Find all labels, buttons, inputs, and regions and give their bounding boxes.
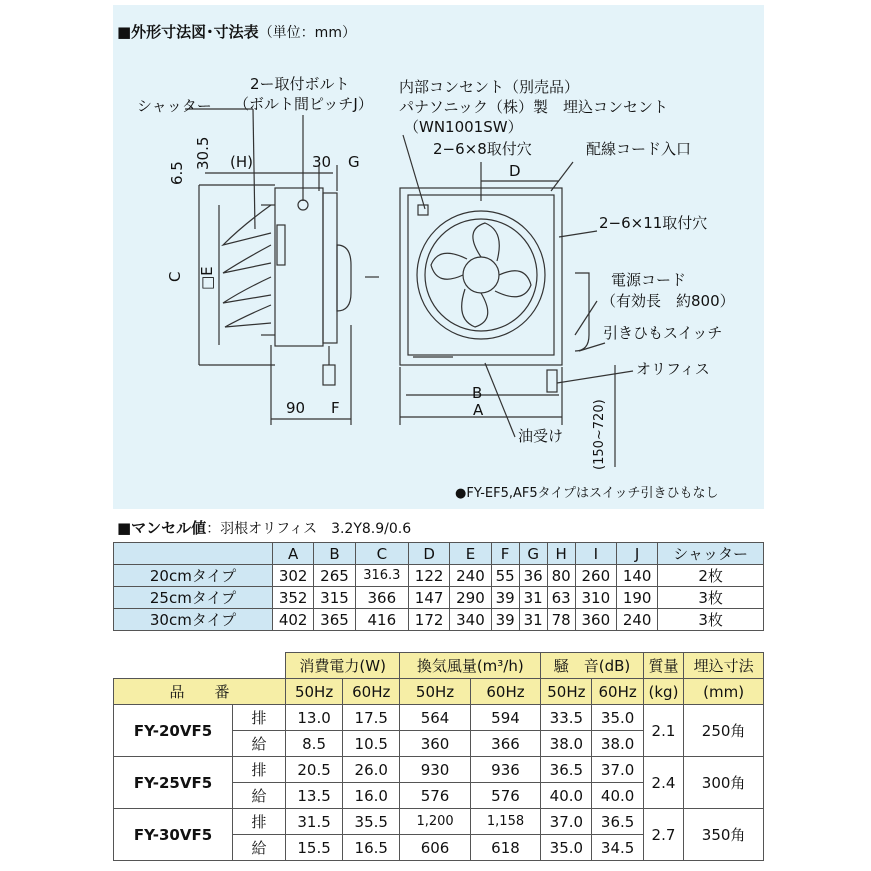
mode-supply: 給	[233, 835, 286, 861]
label-outlet-2: パナソニック（株）製 埋込コンセント	[399, 98, 668, 116]
dim-range: (150~720)	[592, 399, 607, 470]
cell: 360	[575, 609, 616, 631]
cell: 260	[575, 565, 616, 587]
cell: 55	[491, 565, 519, 587]
col-shutter: シャッター	[658, 543, 764, 565]
noise-header: 騒 音(dB)	[541, 653, 644, 679]
dim-e: □E	[198, 266, 216, 290]
cell: 1,200	[400, 809, 470, 835]
shutter-blades	[223, 205, 271, 327]
cell: 606	[400, 835, 470, 861]
munsell-title	[117, 517, 411, 538]
mode-supply: 給	[233, 783, 286, 809]
label-hole-6x8: 2−6×8取付穴	[433, 140, 532, 158]
mass-header: 質量	[643, 653, 684, 679]
row-type: 20cmタイプ	[114, 565, 273, 587]
model-name: FY-30VF5	[114, 809, 233, 861]
cell: 36	[519, 565, 547, 587]
cell: 10.5	[343, 731, 400, 757]
label-mount-bolt: 2ー取付ボルト	[250, 75, 350, 93]
mass: 2.7	[643, 809, 684, 861]
col-h: H	[547, 543, 575, 565]
label-cord-length: （有効長 約800）	[601, 292, 735, 310]
cell: 930	[400, 757, 470, 783]
cell: 78	[547, 609, 575, 631]
cell: 265	[314, 565, 355, 587]
hz60: 60Hz	[343, 679, 400, 705]
label-power-cord: 電源コード	[611, 271, 687, 289]
cell: 33.5	[541, 705, 592, 731]
cell: 35.0	[541, 835, 592, 861]
cell: 240	[616, 609, 657, 631]
mass-unit: (kg)	[643, 679, 684, 705]
cell: 3枚	[658, 609, 764, 631]
cell: 416	[355, 609, 408, 631]
mass: 2.4	[643, 757, 684, 809]
mode-exhaust: 排	[233, 757, 286, 783]
drawing-title-text: ■外形寸法図･寸法表	[117, 23, 259, 41]
dim-a: A	[473, 401, 484, 419]
label-oil-tray: 油受け	[518, 427, 564, 445]
dim-30-5: 30.5	[194, 136, 212, 170]
dim-6-5: 6.5	[168, 161, 186, 185]
cell: 31	[519, 587, 547, 609]
fan-blades	[431, 223, 531, 327]
cell: 80	[547, 565, 575, 587]
table-row	[114, 565, 764, 587]
drawing-title	[117, 21, 356, 42]
cell: 310	[575, 587, 616, 609]
embed-size: 250角	[684, 705, 764, 757]
table-row	[114, 809, 764, 835]
mode-exhaust: 排	[233, 705, 286, 731]
cell: 340	[450, 609, 491, 631]
cell: 39	[491, 587, 519, 609]
label-hole-6x11: 2−6×11取付穴	[599, 214, 708, 232]
hz50: 50Hz	[541, 679, 592, 705]
cell: 365	[314, 609, 355, 631]
embed-header: 埋込寸法	[684, 653, 764, 679]
dim-c: C	[166, 271, 184, 282]
fan-hub	[463, 257, 499, 293]
cell: 26.0	[343, 757, 400, 783]
col-i: I	[575, 543, 616, 565]
cell: 13.5	[286, 783, 343, 809]
table-row	[114, 587, 764, 609]
cell: 35.5	[343, 809, 400, 835]
hz60: 60Hz	[592, 679, 643, 705]
power-header: 消費電力(W)	[286, 653, 400, 679]
mode-exhaust: 排	[233, 809, 286, 835]
table-row	[114, 705, 764, 731]
label-outlet-1: 内部コンセント（別売品）	[399, 78, 580, 96]
cell: 140	[616, 565, 657, 587]
dim-h: (H)	[230, 153, 253, 171]
cell: 40.0	[592, 783, 643, 809]
row-type: 30cmタイプ	[114, 609, 273, 631]
col-a: A	[273, 543, 314, 565]
mode-supply: 給	[233, 731, 286, 757]
col-c: C	[355, 543, 408, 565]
mass: 2.1	[643, 705, 684, 757]
cell: 172	[408, 609, 449, 631]
col-j: J	[616, 543, 657, 565]
table-row	[114, 757, 764, 783]
embed-size: 350角	[684, 809, 764, 861]
embed-size: 300角	[684, 757, 764, 809]
munsell-title-text: ■マンセル値	[117, 519, 207, 537]
model-name: FY-25VF5	[114, 757, 233, 809]
label-bolt-pitch: （ボルト間ピッチJ）	[234, 95, 373, 113]
col-b: B	[314, 543, 355, 565]
label-cord-inlet: 配線コード入口	[586, 140, 692, 158]
cell: 315	[314, 587, 355, 609]
model-header: 品 番	[114, 679, 286, 705]
model-name: FY-20VF5	[114, 705, 233, 757]
side-view-motor	[337, 245, 351, 311]
cell: 15.5	[286, 835, 343, 861]
airflow-header: 換気風量(m³/h)	[400, 653, 541, 679]
blank-corner	[114, 653, 286, 679]
spec-header-row-2	[114, 679, 764, 705]
dim-f: F	[331, 399, 340, 417]
cell: 37.0	[541, 809, 592, 835]
dim-b: B	[472, 384, 483, 402]
cell: 302	[273, 565, 314, 587]
col-d: D	[408, 543, 449, 565]
cell: 39	[491, 609, 519, 631]
cell: 3枚	[658, 587, 764, 609]
label-pull-switch: 引きひもスイッチ	[603, 324, 723, 342]
cell: 34.5	[592, 835, 643, 861]
spec-header-row-1	[114, 653, 764, 679]
dim-90: 90	[286, 399, 306, 417]
cell: 40.0	[541, 783, 592, 809]
munsell-value: ：羽根オリフィス 3.2Y8.9/0.6	[206, 521, 412, 537]
label-outlet-3: （WN1001SW）	[404, 118, 523, 136]
hz60: 60Hz	[470, 679, 540, 705]
cell: 936	[470, 757, 540, 783]
col-f: F	[491, 543, 519, 565]
cell: 37.0	[592, 757, 643, 783]
cell: 36.5	[592, 809, 643, 835]
label-shutter: シャッター	[137, 97, 212, 115]
dim-30: 30	[312, 153, 332, 171]
cell: 63	[547, 587, 575, 609]
cell: 147	[408, 587, 449, 609]
cell: 366	[470, 731, 540, 757]
cell: 352	[273, 587, 314, 609]
cell: 17.5	[343, 705, 400, 731]
cell: 38.0	[592, 731, 643, 757]
cell: 618	[470, 835, 540, 861]
cell: 16.5	[343, 835, 400, 861]
dimension-table-header	[114, 543, 764, 565]
cell: 8.5	[286, 731, 343, 757]
embed-unit: (mm)	[684, 679, 764, 705]
table-row	[114, 609, 764, 631]
cell: 36.5	[541, 757, 592, 783]
cell: 1,158	[470, 809, 540, 835]
cell: 316.3	[355, 565, 408, 587]
note-no-pull-cord: ●FY-EF5,AF5タイプはスイッチ引きひもなし	[455, 486, 719, 501]
cell: 31	[519, 609, 547, 631]
spec-table	[113, 652, 764, 861]
hz50: 50Hz	[400, 679, 470, 705]
cell: 13.0	[286, 705, 343, 731]
cell: 290	[450, 587, 491, 609]
cell: 20.5	[286, 757, 343, 783]
cell: 16.0	[343, 783, 400, 809]
cell: 122	[408, 565, 449, 587]
col-g: G	[519, 543, 547, 565]
cell: 35.0	[592, 705, 643, 731]
cell: 576	[400, 783, 470, 809]
dimension-table	[113, 542, 764, 631]
cell: 366	[355, 587, 408, 609]
cell: 240	[450, 565, 491, 587]
side-view-body	[275, 188, 323, 346]
cell: 190	[616, 587, 657, 609]
row-type: 25cmタイプ	[114, 587, 273, 609]
cell: 402	[273, 609, 314, 631]
cell: 576	[470, 783, 540, 809]
dim-g: G	[348, 153, 360, 171]
cell: 360	[400, 731, 470, 757]
cell: 2枚	[658, 565, 764, 587]
label-orifice: オリフィス	[636, 360, 710, 378]
cell: 594	[470, 705, 540, 731]
col-blank	[114, 543, 273, 565]
cell: 38.0	[541, 731, 592, 757]
drawing-unit: （単位：mm）	[258, 25, 356, 41]
cell: 564	[400, 705, 470, 731]
dim-d: D	[509, 162, 521, 180]
col-e: E	[450, 543, 491, 565]
hz50: 50Hz	[286, 679, 343, 705]
cell: 31.5	[286, 809, 343, 835]
